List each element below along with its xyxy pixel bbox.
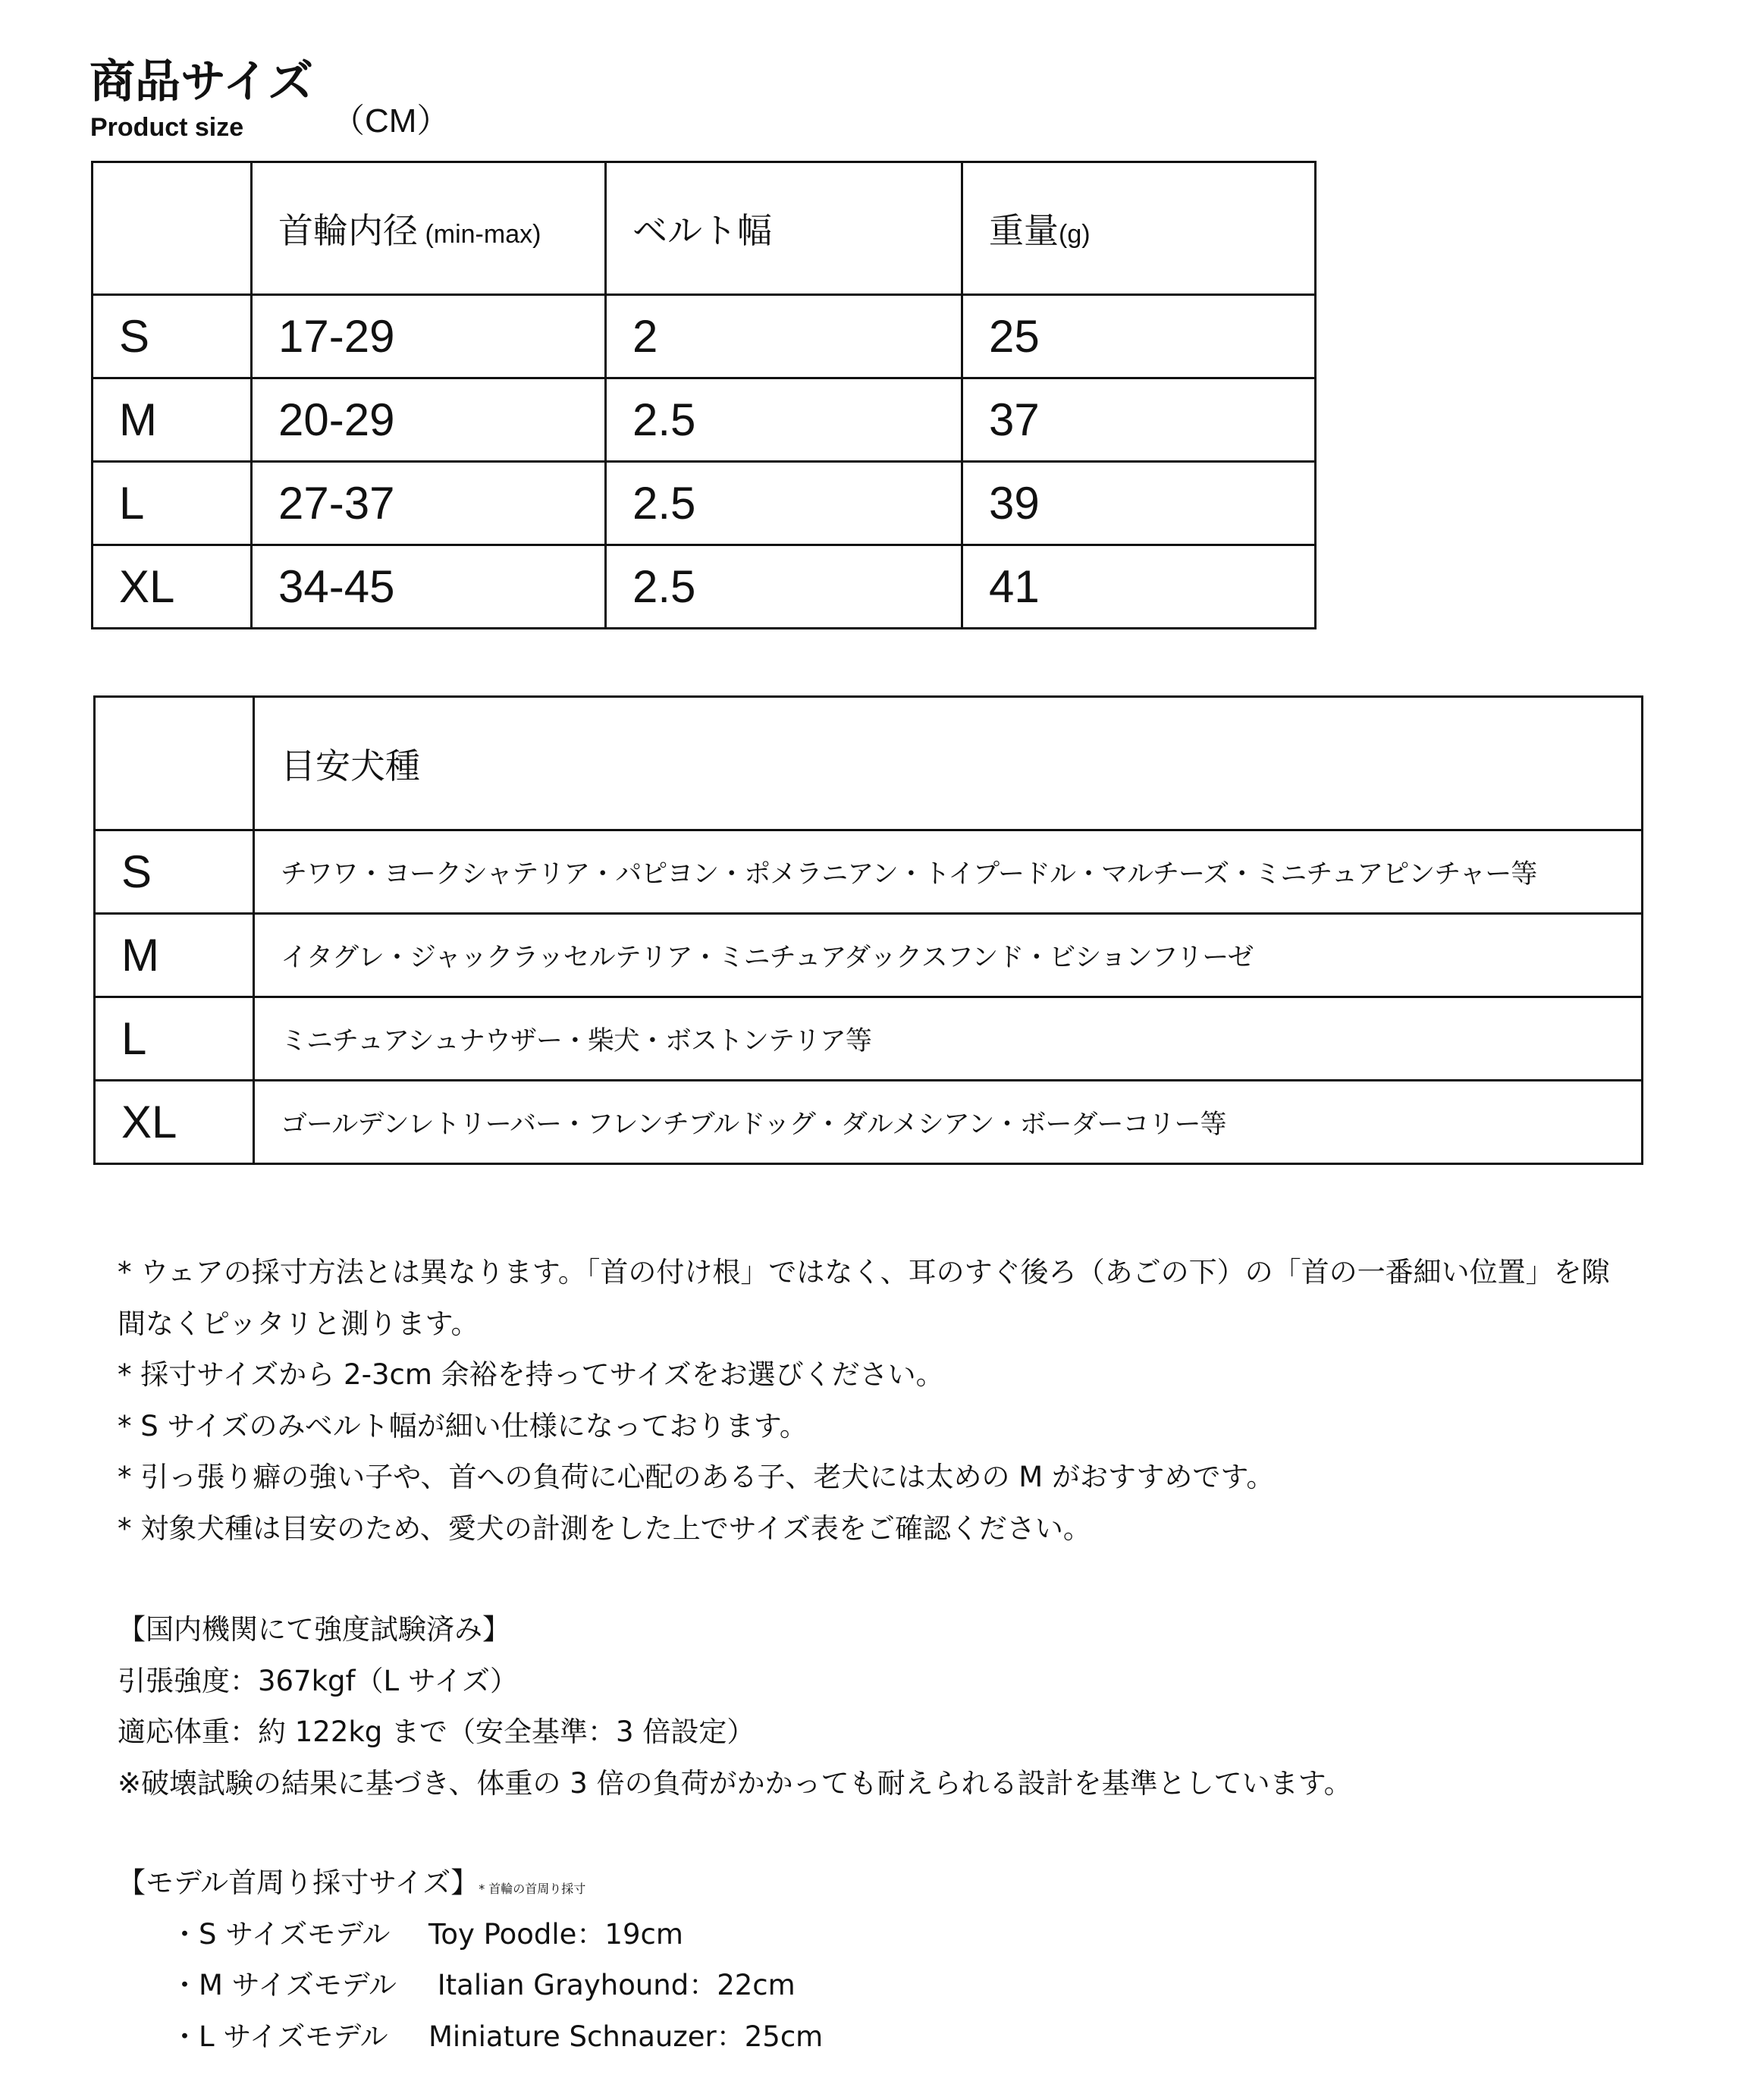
breeds-cell: イタグレ・ジャックラッセルテリア・ミニチュアダックスフンド・ビションフリーゼ (254, 914, 1643, 997)
weight-cell: 39 (962, 462, 1316, 545)
size-cell: S (95, 830, 254, 914)
header-cell-neck (252, 162, 606, 295)
neck-cell: 17-29 (252, 295, 606, 378)
table-row (93, 295, 1316, 378)
page-title: 商品サイズ (89, 55, 314, 108)
size-cell: S (93, 295, 252, 378)
header-cell-breeds: 目安犬種 (254, 697, 1643, 830)
header-cell-weight (962, 162, 1316, 295)
model-item-value: Italian Grayhound：22cm (428, 1969, 796, 2001)
weight-cell: 37 (962, 378, 1316, 462)
model-item (118, 2011, 1665, 2063)
neck-cell: 34-45 (252, 545, 606, 629)
strength-line: ※破壊試験の結果に基づき、体重の 3 倍の負荷がかかっても耐えられる設計を基準としています。 (118, 1766, 1352, 1800)
size-cell: XL (93, 545, 252, 629)
model-item-value: Toy Poodle：19cm (428, 1917, 683, 1951)
belt-cell: 2.5 (606, 378, 962, 462)
model-item-label: ・L サイズモデル (171, 2020, 388, 2053)
strength-heading: 【国内機関にて強度試験済み】 (118, 1613, 510, 1646)
model-item-label: ・S サイズモデル (171, 1917, 391, 1951)
size-cell: L (93, 462, 252, 545)
table-row (95, 914, 1643, 997)
neck-cell: 20-29 (252, 378, 606, 462)
table-row (93, 378, 1316, 462)
header-cell-empty (95, 697, 254, 830)
belt-cell: 2.5 (606, 462, 962, 545)
header-weight-label: 重量 (989, 210, 1059, 251)
belt-cell: 2 (606, 295, 962, 378)
note-line: * ウェアの採寸方法とは異なります。「首の付け根」ではなく、耳のすぐ後ろ（あごの下）の「首の一番細い位置」を隙 (118, 1256, 1610, 1289)
header-cell-belt (606, 162, 962, 295)
model-item-label: ・M サイズモデル (171, 1969, 397, 2001)
model-heading: 【モデル首周り採寸サイズ】 (118, 1866, 479, 1899)
table-row (95, 1081, 1643, 1164)
breeds-cell: ゴールデンレトリーバー・フレンチブルドッグ・ダルメシアン・ボーダーコリー等 (254, 1081, 1643, 1164)
unit-label: （CM） (331, 102, 450, 140)
size-cell: M (95, 914, 254, 997)
breeds-cell: ミニチュアシュナウザー・柴犬・ボストンテリア等 (254, 997, 1643, 1081)
model-heading-row (118, 1857, 1665, 1909)
size-table-header (93, 162, 1316, 295)
note-line: * 引っ張り癖の強い子や、首への負荷に心配のある子、老犬には太めの M がおすすめです。 (118, 1461, 1275, 1493)
size-cell: M (93, 378, 252, 462)
model-heading-note: * 首輪の首周り採寸 (479, 1882, 586, 1896)
breed-table (93, 695, 1643, 1165)
note-line: * S サイズのみベルト幅が細い仕様になっております。 (118, 1409, 808, 1442)
note-line: * 対象犬種は目安のため、愛犬の計測をした上でサイズ表をご確認ください。 (118, 1511, 1091, 1545)
table-row (95, 997, 1643, 1081)
size-table (91, 161, 1317, 629)
header-cell-empty (93, 162, 252, 295)
size-cell: L (95, 997, 254, 1081)
strength-section (118, 1604, 1665, 1809)
weight-cell: 41 (962, 545, 1316, 629)
model-item (118, 1909, 1665, 1960)
strength-line: 適応体重：約 122kg まで（安全基準：3 倍設定） (118, 1715, 755, 1748)
table-row (93, 545, 1316, 629)
header-neck-label: 首輪内径 (278, 210, 418, 251)
breed-table-header (95, 697, 1643, 830)
table-row (93, 462, 1316, 545)
note-line: * 採寸サイズから 2-3cm 余裕を持ってサイズをお選びください。 (118, 1358, 944, 1391)
weight-cell: 25 (962, 295, 1316, 378)
model-item-value: Miniature Schnauzer：25cm (428, 2020, 824, 2053)
neck-cell: 27-37 (252, 462, 606, 545)
table-row (95, 830, 1643, 914)
note-line: 間なくピッタリと測ります。 (118, 1307, 479, 1340)
header-belt-label: ベルト幅 (632, 210, 772, 251)
notes-section (118, 1247, 1665, 1554)
header-neck-unit: (min-max) (418, 220, 541, 249)
belt-cell: 2.5 (606, 545, 962, 629)
model-section (118, 1857, 1665, 2062)
size-cell: XL (95, 1081, 254, 1164)
page-subtitle: Product size (90, 113, 244, 142)
model-item (118, 1960, 1665, 2011)
breeds-cell: チワワ・ヨークシャテリア・パピヨン・ポメラニアン・トイプードル・マルチーズ・ミニチュアピンチャー等 (254, 830, 1643, 914)
header-weight-unit: (g) (1059, 220, 1091, 249)
strength-line: 引張強度：367kgf（L サイズ） (118, 1664, 518, 1697)
